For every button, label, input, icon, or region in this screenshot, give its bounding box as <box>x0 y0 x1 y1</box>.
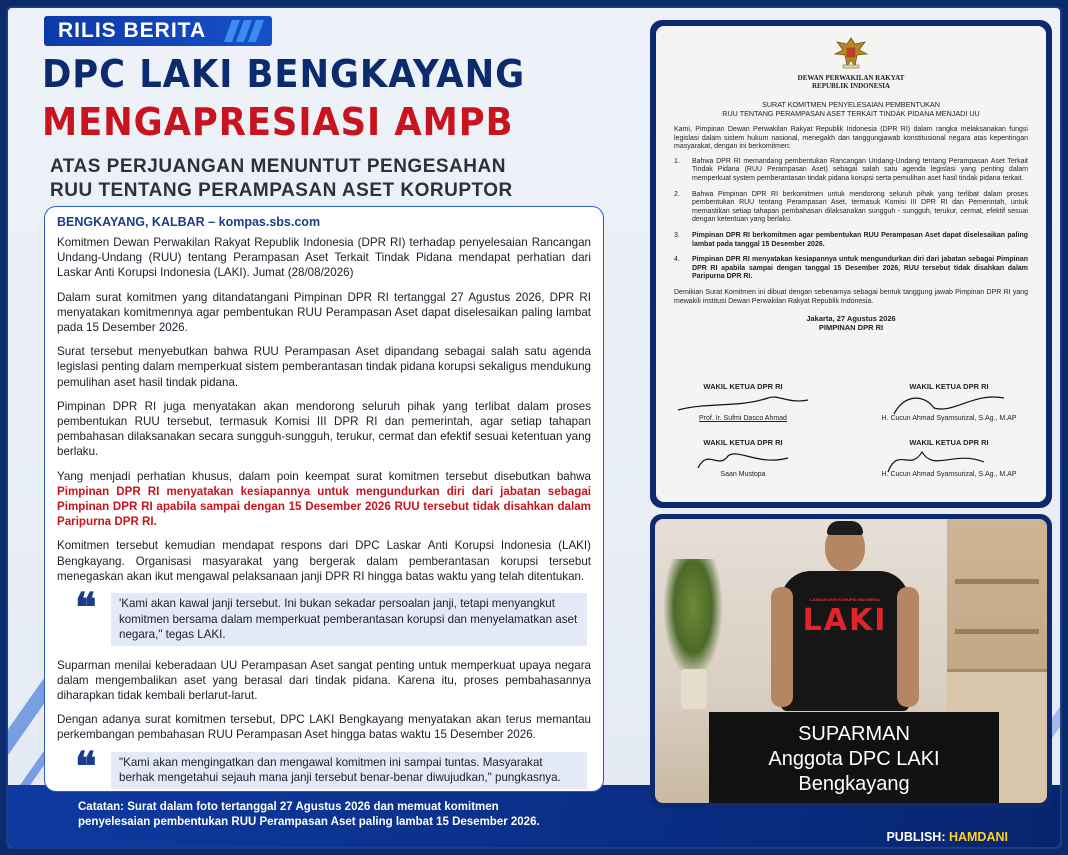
letter-point <box>674 232 1028 249</box>
signature-scribble <box>874 444 1024 474</box>
signature-scribble <box>668 444 818 474</box>
caption-name: SUPARMAN <box>798 723 910 745</box>
signature-scribble <box>668 388 818 418</box>
quote-text: 'Kami akan kawal janji tersebut. Ini bukan sekadar persoalan janji, tetapi menyangkut komitmen bersama dalam memperkuat pemberantasan korupsi dan menyelamatkan aset negara," tegas LAKI. <box>111 593 587 646</box>
letter-closing: Demikian Surat Komitmen ini dibuat dengan sebenarnya sebagai bentuk tanggung jawab Pimpinan DPR RI yang mewakili institusi Dewan Perwakilan Rakyat Republik Indonesia. <box>674 288 1028 305</box>
point-text: Bahwa Pimpinan DPR RI berkomitmen untuk mendorong seluruh pihak yang terlibat dalam proses pembentukan RUU tentang Perampasan Aset, termasuk Komisi III DPR RI dan Pemerintah, untuk memastikan setiap tahapan pembahasan dilaksanakan sungguh - sungguh, terukur, cermat, efektif sesuai dengan ketentuan yang berlaku. <box>692 190 1028 224</box>
kicker-decor <box>228 20 260 42</box>
letter-point <box>674 191 1028 225</box>
point-number: 1. <box>674 157 680 165</box>
person-arm-right <box>897 587 919 707</box>
paragraph: Pimpinan DPR RI juga menyatakan akan mendorong seluruh pihak yang terlibat dalam proses pembentukan RUU tersebut, termasuk Komisi III DPR RI dan pemerintah, agar setiap tahapan pembahasan dilaksanakan secara sungguh-sungguh, terukur, cermat dan efektif sesuai ketentuan yang berlaku. <box>57 399 591 459</box>
institution-line1: DEWAN PERWAKILAN RAKYAT <box>797 74 905 82</box>
caption-role: Anggota DPC LAKI <box>768 748 940 770</box>
point-text: Pimpinan DPR RI menyatakan kesiapannya untuk mengundurkan diri dari jabatan sebagai Pimpinan DPR RI apabila sampai dengan tanggal 15 Desember 2026, RUU tersebut tidak disahkan dalam Paripurna DPR RI. <box>692 256 1028 281</box>
signature-block <box>874 382 1024 422</box>
footnote <box>78 800 598 830</box>
quote-mark-icon: ❝ <box>75 584 97 632</box>
point-text: Bahwa DPR RI memandang pembentukan Rancangan Undang-Undang tentang Perampasan Aset Terkait Tindak Pidana (RUU Perampasan Aset) sebagai salah satu agenda legislasi yang penting dalam memperkuat system pemberantasan tindak pidana korupsi serta pemulihan aset hasil tindak pidana terkait. <box>692 157 1028 182</box>
letter-date-block <box>674 314 1028 332</box>
letter-date: Jakarta, 27 Agustus 2026 <box>806 314 896 324</box>
signature-name: Saan Mustopa <box>720 471 766 478</box>
signature-block <box>874 438 1024 478</box>
letter-signer-title: PIMPINAN DPR RI <box>818 323 884 333</box>
paragraph: Surat tersebut menyebutkan bahwa RUU Perampasan Aset dipandang sebagai salah satu agenda legislasi penting dalam memperkuat sistem pemberantasan tindak pidana korupsi sekaligus mendukung pemulihan aset hasil tindak pidana. <box>57 345 591 389</box>
commitment-letter <box>656 26 1046 502</box>
quote-block <box>75 584 587 646</box>
letter-point <box>674 256 1028 282</box>
letter-intro: Kami, Pimpinan Dewan Perwakilan Rakyat Republik Indonesia (DPR RI) dalam rangka melaksanakan fungsi legislasi dalam sistem hukum nasional, menegakh dan tanggungjawab konstitusional negara atas kepentingan masyarakat, dengan ini berkomitmen: <box>674 126 1028 151</box>
signature-role: WAKIL KETUA DPR RI <box>909 382 989 391</box>
quote-text: "Kami akan mengingatkan dan mengawal komitmen ini sampai tuntas. Masyarakat berhak mengetahui sejauh mana janji tersebut benar-benar diwujudkan," pungkasnya. <box>111 752 587 789</box>
signature-scribble <box>874 388 1024 418</box>
shirt-small-text: LASKAR ANTI KORUPSI INDONESIA <box>810 597 880 602</box>
headline-subtitle <box>50 155 630 203</box>
dateline-source[interactable]: kompas.sbs.com <box>218 215 321 229</box>
letter-title <box>674 100 1028 118</box>
letter-institution <box>674 74 1028 90</box>
photo-caption <box>709 712 999 803</box>
person-arm-left <box>771 587 793 707</box>
paragraph: Suparman menilai keberadaan UU Perampasan Aset sangat penting untuk memperkuat upaya negara dalam mengembalikan aset yang berasal dari tindak pidana. Karena itu, proses pembahasannya diharapkan tidak kembali berlarut-larut. <box>57 658 591 702</box>
quote-mark-icon: ❝ <box>75 742 97 790</box>
garuda-emblem-icon <box>831 36 871 70</box>
paragraph: Komitmen tersebut kemudian mendapat respons dari DPC Laskar Anti Korupsi Indonesia (LAKI) Bengkayang. Organisasi masyarakat yang bergerak dalam pemberantasan korupsi tersebut menegaskan akan ikut mengawal pelaksanaan janji DPR RI hingga batas waktu yang telah ditentukan. <box>57 539 591 583</box>
letter-photo-frame <box>650 20 1052 508</box>
footnote-line1: Catatan: Surat dalam foto tertanggal 27 Agustus 2026 dan memuat komitmen <box>78 801 499 813</box>
highlight-intro: Yang menjadi perhatian khusus, dalam poin keempat surat komitmen tersebut disebutkan bahwa <box>57 469 591 483</box>
letter-title-line1: SURAT KOMITMEN PENYELESAIAN PEMBENTUKAN <box>762 100 940 109</box>
person-hair <box>827 521 863 535</box>
publish-credit <box>886 830 1008 844</box>
highlight-red-text: Pimpinan DPR RI menyatakan kesiapannya untuk mengundurkan diri dari jabatan sebagai Pimpinan DPR RI apabila sampai dengan 15 Desember 2026 RUU tersebut tidak disahkan dalam Paripurna DPR RI. <box>57 484 591 529</box>
press-release-poster <box>6 6 1062 849</box>
signature-name: Prof. Ir. Sufmi Dasco Ahmad <box>699 415 787 422</box>
signature-role: WAKIL KETUA DPR RI <box>909 438 989 447</box>
article-body <box>44 206 604 792</box>
portrait-frame <box>650 514 1052 808</box>
publish-label: PUBLISH: <box>886 830 946 844</box>
letter-points <box>674 158 1028 282</box>
plant-pot <box>681 669 707 709</box>
signature-role: WAKIL KETUA DPR RI <box>703 438 783 447</box>
paragraph-highlight <box>57 469 591 530</box>
signature-name: H. Cucun Ahmad Syamsurizal, S.Ag., M.AP <box>881 471 1017 478</box>
plant-icon <box>663 559 723 679</box>
person-shirt <box>781 571 909 711</box>
shelf <box>955 629 1039 634</box>
shirt-logo-text: LAKI <box>802 603 888 638</box>
paragraph: Dalam surat komitmen yang ditandatangani Pimpinan DPR RI tertanggal 27 Agustus 2026, DPR RI menyatakan komitmennya agar pembentukan RUU Perampasan Aset dapat diselesaikan paling lambat pada 15 Desember 2026. <box>57 290 591 335</box>
subtitle-line-b: RUU TENTANG PERAMPASAN ASET KORUPTOR <box>50 180 513 201</box>
footnote-line2: penyelesaian pembentukan RUU Perampasan Aset paling lambat 15 Desember 2026. <box>78 816 540 828</box>
point-number: 4. <box>674 256 680 264</box>
dateline-location: BENGKAYANG, KALBAR – <box>57 215 216 229</box>
caption-location: Bengkayang <box>798 773 910 795</box>
point-text: Pimpinan DPR RI berkomitmen agar pembentukan RUU Perampasan Aset dapat diselesaikan paling lambat pada tanggal 15 Desember 2026. <box>692 231 1028 248</box>
portrait-photo <box>655 519 1047 803</box>
shelf <box>955 579 1039 584</box>
signature-block <box>668 438 818 478</box>
paragraph: Dengan adanya surat komitmen tersebut, DPC LAKI Bengkayang menyatakan akan terus memantau perkembangan pembahasan RUU Perampasan Aset hingga batas waktu 15 Desember 2026. <box>57 713 591 742</box>
kicker-label: RILIS BERITA <box>44 16 272 46</box>
point-number: 3. <box>674 231 680 239</box>
signature-name: H. Cucun Ahmad Syamsurizal, S.Ag., M.AP <box>881 415 1017 422</box>
signature-block <box>668 382 818 422</box>
letter-point <box>674 158 1028 184</box>
quote-block <box>75 742 587 790</box>
headline-line2: MENGAPRESIASI AMPB <box>42 100 514 144</box>
signature-role: WAKIL KETUA DPR RI <box>703 382 783 391</box>
publish-name: HAMDANI <box>948 830 1008 844</box>
paragraph: Komitmen Dewan Perwakilan Rakyat Republik Indonesia (DPR RI) terhadap penyelesaian Rancangan Undang-Undang (RUU) tentang Perampasan Aset Terkait Tindak Pidana mendapat perhatian dari Laskar Anti Korupsi Indonesia (LAKI). Jumat (28/08/2026) <box>57 236 591 280</box>
subtitle-line-a: ATAS PERJUANGAN MENUNTUT PENGESAHAN <box>50 156 506 177</box>
institution-line2: REPUBLIK INDONESIA <box>812 82 890 90</box>
headline-line1: DPC LAKI BENGKAYANG <box>42 52 526 96</box>
dateline <box>57 215 591 229</box>
signature-grid <box>674 382 1034 492</box>
point-number: 2. <box>674 190 680 198</box>
letter-title-line2: RUU TENTANG PERAMPASAN ASET TERKAIT TINDAK PIDANA MENJADI UU <box>722 109 980 118</box>
